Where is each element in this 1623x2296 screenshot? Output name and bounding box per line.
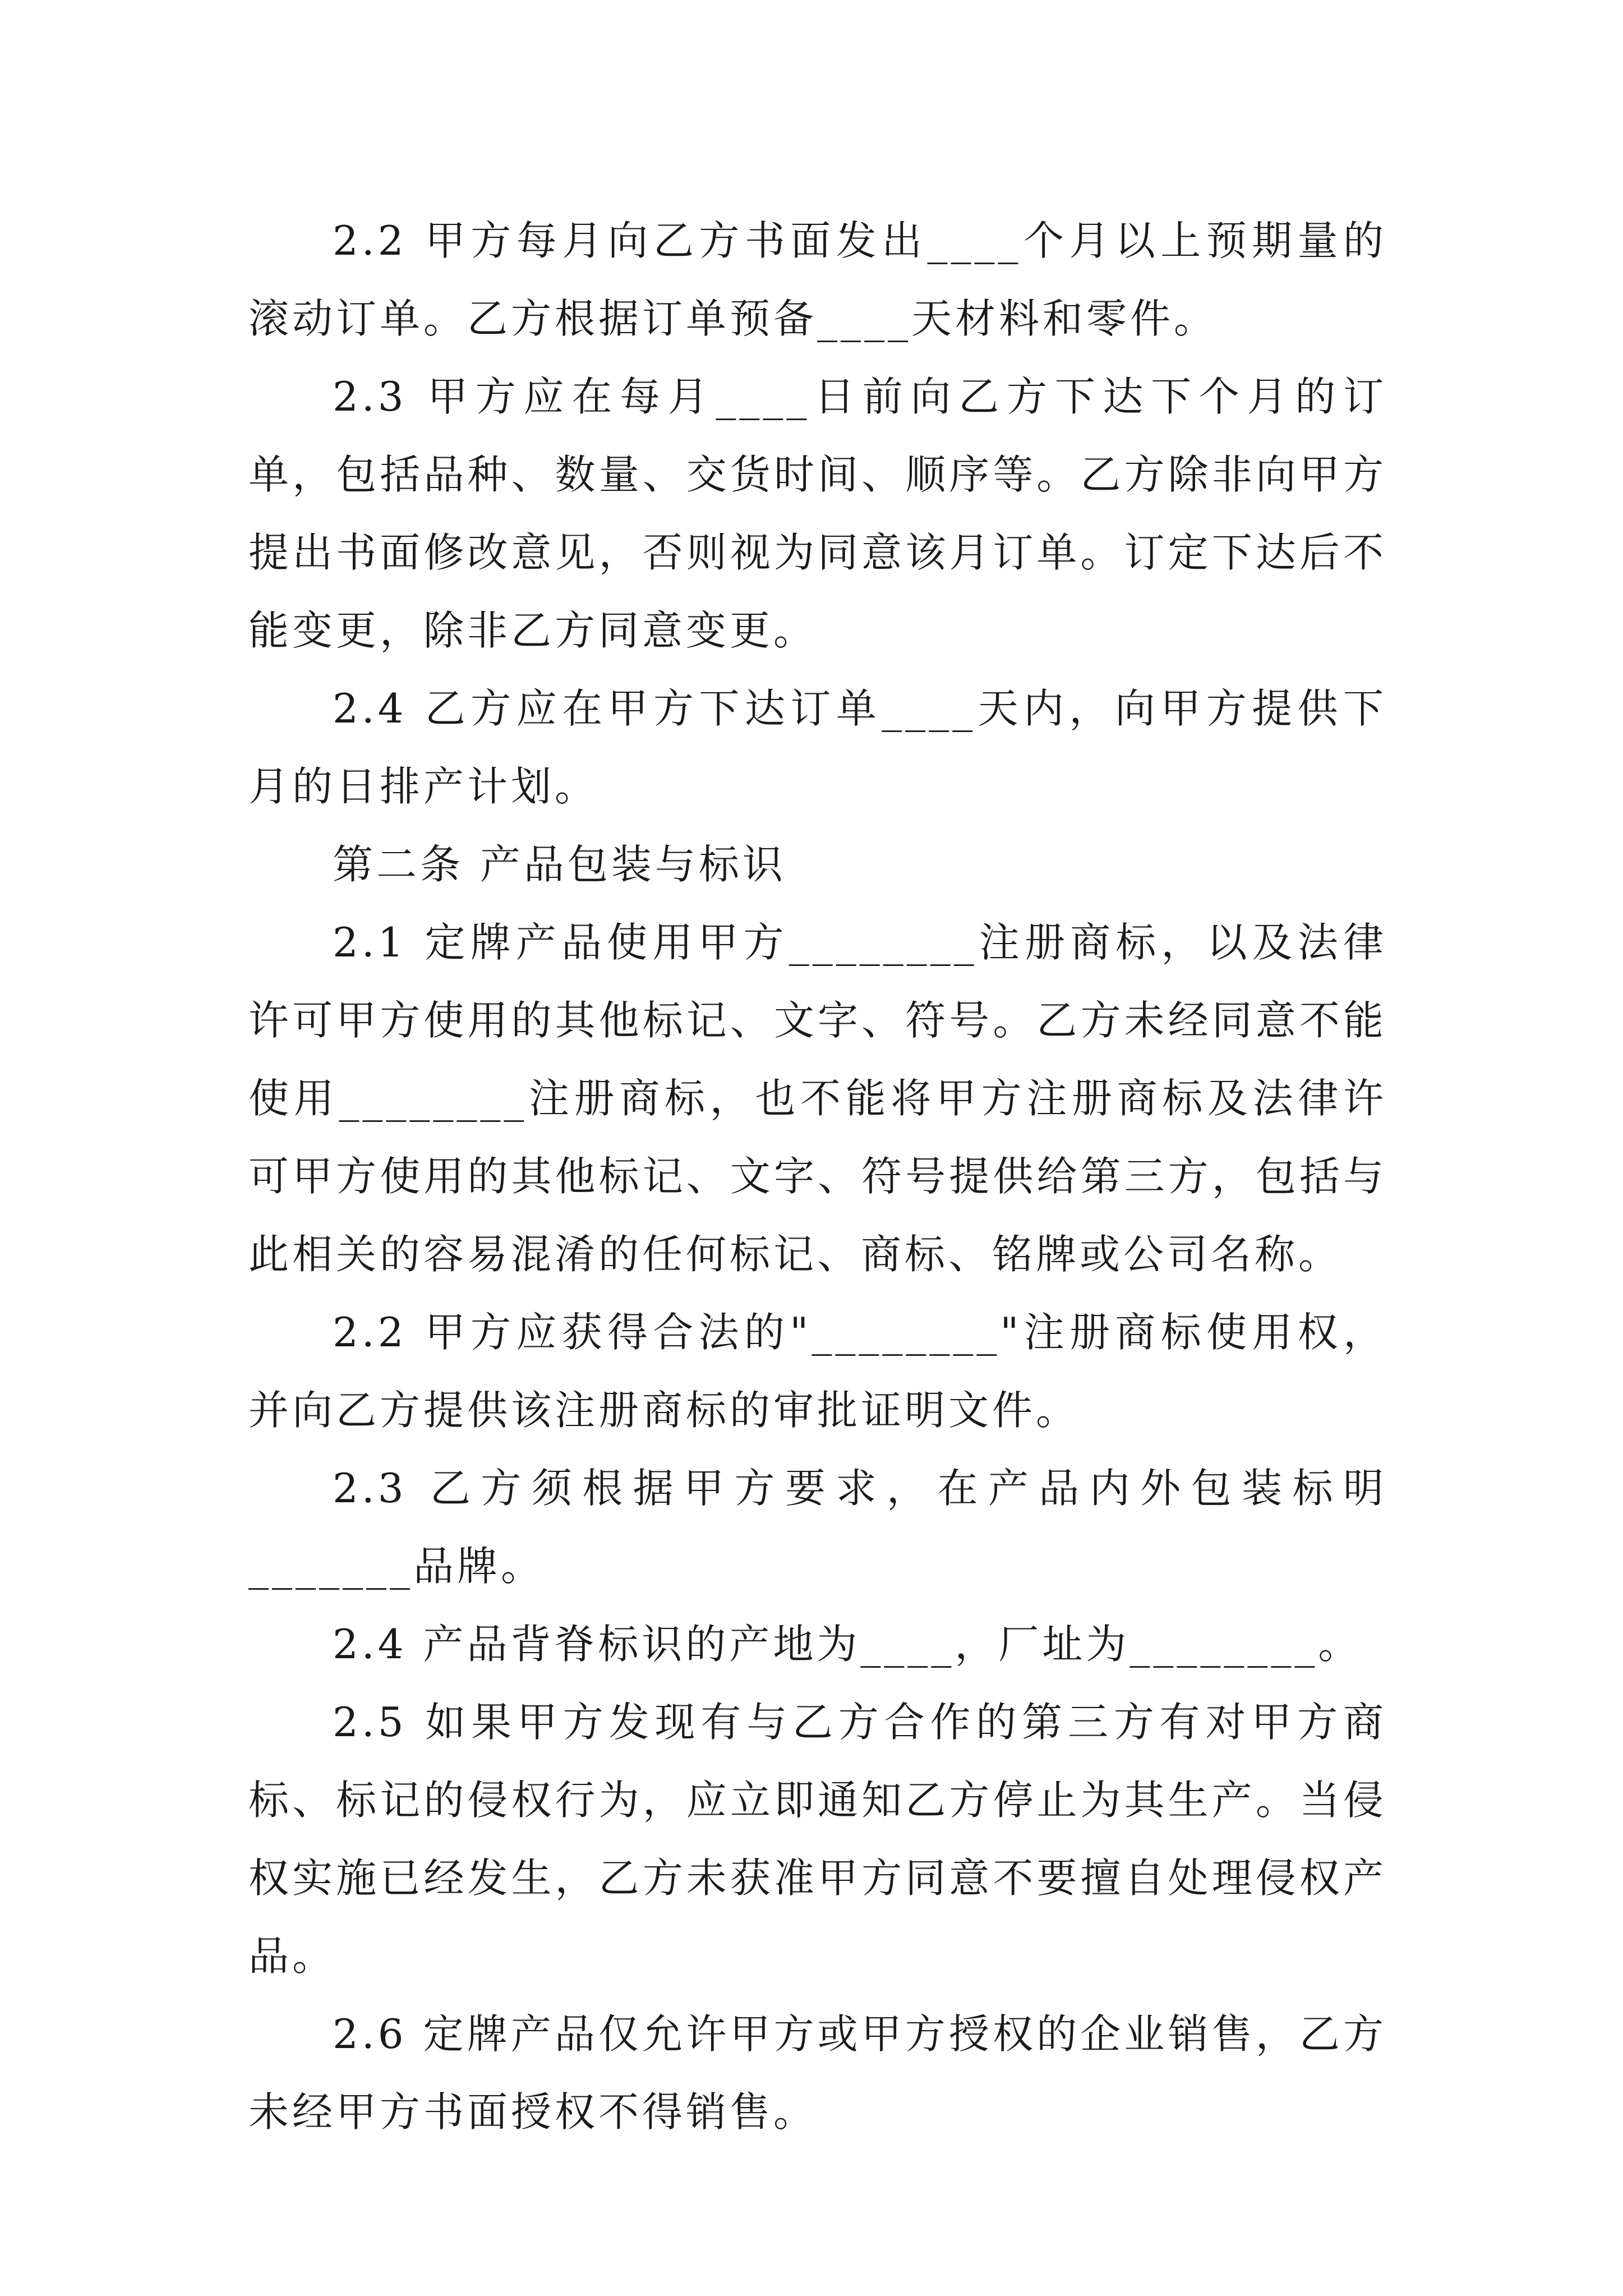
clause-2-5-infringement: 2.5 如果甲方发现有与乙方合作的第三方有对甲方商标、标记的侵权行为，应立即通知乙方停止为其生产。当侵权实施已经发生，乙方未获准甲方同意不要擅自处理侵权产品。	[248, 1699, 1387, 1980]
clause-2-3-monthly-order: 2.3 甲方应在每月____日前向乙方下达下个月的订单，包括品种、数量、交货时间、顺序等。乙方除非向甲方提出书面修改意见，否则视为同意该月订单。订定下达后不能变更，除非乙方同意变更。	[248, 373, 1387, 654]
clause-2-2-trademark-right: 2.2 甲方应获得合法的"________"注册商标使用权，并向乙方提供该注册商标的审批证明文件。	[248, 1309, 1387, 1434]
section-heading: 第二条 产品包装与标识	[333, 841, 786, 888]
clause-2-4-origin: 2.4 产品背脊标识的产地为____，厂址为________。	[333, 1621, 1362, 1668]
clause-2-6-sales: 2.6 定牌产品仅允许甲方或甲方授权的企业销售，乙方未经甲方书面授权不得销售。	[248, 2010, 1387, 2136]
clause-2-4-production-plan: 2.4 乙方应在甲方下达订单____天内，向甲方提供下月的日排产计划。	[248, 685, 1387, 810]
clause-2-2-orders: 2.2 甲方每月向乙方书面发出____个月以上预期量的滚动订单。乙方根据订单预备____天材料和零件。	[248, 217, 1387, 342]
clause-2-3-brand-marking: 2.3 乙方须根据甲方要求，在产品内外包装标明_______品牌。	[248, 1465, 1387, 1590]
clause-2-1-trademark: 2.1 定牌产品使用甲方________注册商标，以及法律许可甲方使用的其他标记、文字、符号。乙方未经同意不能使用________注册商标，也不能将甲方注册商标及法律许可甲方使用的其他标记、文字、符号提供给第三方，包括与此相关的容易混淆的任何标记、商标、铭牌或公司名称。	[248, 919, 1387, 1278]
document-body	[248, 202, 1387, 2151]
